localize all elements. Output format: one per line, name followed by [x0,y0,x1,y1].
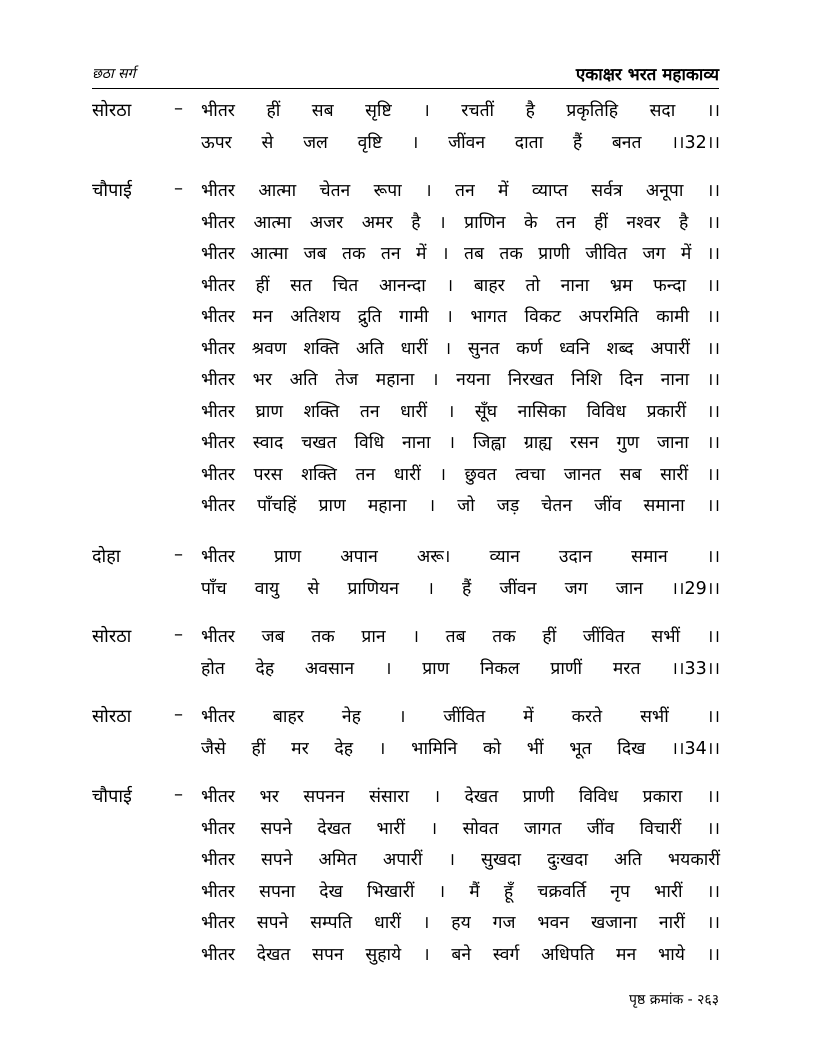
verse-type-label: दोहा [92,546,121,567]
verse-block [92,178,720,525]
verse-line [92,544,720,576]
verse-text: भीतर सपने देखत भारीं । सोवत जागत जींव विचारीं ।। [201,818,720,839]
verse-text: भीतर आत्मा जब तक तन में । तब तक प्राणी जीवित जग में ।। [201,244,720,264]
verse-line [92,130,720,162]
verse-block [92,704,720,767]
verse-line [92,656,720,688]
verse-text: भीतर भर अति तेज महाना । नयना निरखत निशि दिन नाना ।। [201,370,720,390]
verse-line [92,847,720,879]
verse-block [92,784,720,973]
verse-text: भीतर पाँचहिं प्राण महाना । जो जड़ चेतन जींव समाना ।। [201,496,720,516]
verse-block [92,544,720,607]
verse-line [92,98,720,130]
verse-type-label: चौपाई [92,786,132,807]
verse-line [92,704,720,736]
verse-line [92,816,720,848]
verse-line [92,576,720,608]
chapter-label: छठा सर्ग [92,66,136,82]
verse-line [92,736,720,768]
verse-text: भीतर आत्मा चेतन रूपा । तन में व्याप्त सर्वत्र अनूपा ।। [201,181,720,201]
verse-line [92,273,720,305]
verse-line [92,624,720,656]
verse-type-label: चौपाई [92,180,132,201]
verse-text: भीतर बाहर नेह । जींवित में करते सभीं ।। [201,707,720,727]
verse-text: भीतर सपने सम्पति धारीं । हय गज भवन खजाना नारीं ।। [201,913,720,933]
verse-line [92,210,720,242]
verse-block [92,98,720,161]
verse-line [92,462,720,494]
verse-dash: – [174,784,183,805]
page-number: पृष्ठ क्रमांक - २६३ [629,992,719,1008]
verse-line [92,304,720,336]
verse-text: जैसे हीं मर देह । भामिनि को भीं भूत दिख ।।34।। [201,738,720,759]
verse-dash: – [174,544,183,565]
header-divider [92,88,719,89]
verse-block [92,624,720,687]
verse-line [92,942,720,974]
verse-dash: – [174,704,183,725]
verse-text: भीतर भर सपनन संसारा । देखत प्राणी विविध प्रकारा ।। [201,787,720,807]
verse-dash: – [174,624,183,645]
verse-type-label: सोरठा [92,626,132,647]
verse-text: भीतर प्राण अपान अरू। व्यान उदान समान ।। [201,547,720,567]
verse-text: भीतर स्वाद चखत विधि नाना । जिह्वा ग्राह्य रसन गुण जाना ।। [201,433,720,453]
book-title: एकाक्षर भरत महाकाव्य [575,65,719,85]
verse-text: भीतर मन अतिशय द्रुति गामी । भागत विकट अपरमिति कामी ।। [201,307,720,327]
verse-line [92,178,720,210]
verse-text: भीतर घ्राण शक्ति तन धारीं । सूँघ नासिका विविध प्रकारीं ।। [201,401,720,422]
verse-text: भीतर देखत सपन सुहाये । बने स्वर्ग अधिपति मन भाये ।। [201,944,720,965]
verse-type-label: सोरठा [92,100,132,121]
verse-line [92,879,720,911]
verse-line [92,367,720,399]
verse-line [92,493,720,525]
verse-text: भीतर सपने अमित अपारीं । सुखदा दुःखदा अति भयकारीं [201,850,720,870]
verse-text: होत देह अवसान । प्राण निकल प्राणीं मरत ।।33।। [201,658,720,679]
verse-text: ऊपर से जल वृष्टि । जींवन दाता हैं बनत ।।32।। [201,132,720,153]
verse-text: भीतर श्रवण शक्ति अति धारीं । सुनत कर्ण ध्वनि शब्द अपारीं ।। [201,338,720,359]
verse-line [92,784,720,816]
verse-line [92,241,720,273]
verse-line [92,430,720,462]
verse-text: भीतर हीं सब सृष्टि । रचतीं है प्रकृतिहि सदा ।। [201,101,720,121]
verse-type-label: सोरठा [92,706,132,727]
verse-line [92,336,720,368]
verse-dash: – [174,98,183,119]
verse-text: भीतर आत्मा अजर अमर है । प्राणिन के तन हीं नश्वर है ।। [201,212,720,233]
verse-line [92,399,720,431]
verse-text: भीतर सपना देख भिखारीं । मैं हूँ चक्रवर्ति नृप भारीं ।। [201,881,720,902]
verse-text: पाँच वायु से प्राणियन । हैं जींवन जग जान ।।29।। [201,578,720,599]
verse-text: भीतर जब तक प्रान । तब तक हीं जींवित सभीं ।। [201,627,720,647]
verse-dash: – [174,178,183,199]
verse-text: भीतर हीं सत चित आनन्दा । बाहर तो नाना भ्रम फन्दा ।। [201,275,720,296]
verse-line [92,910,720,942]
verse-text: भीतर परस शक्ति तन धारीं । छुवत त्वचा जानत सब सारीं ।। [201,464,720,485]
